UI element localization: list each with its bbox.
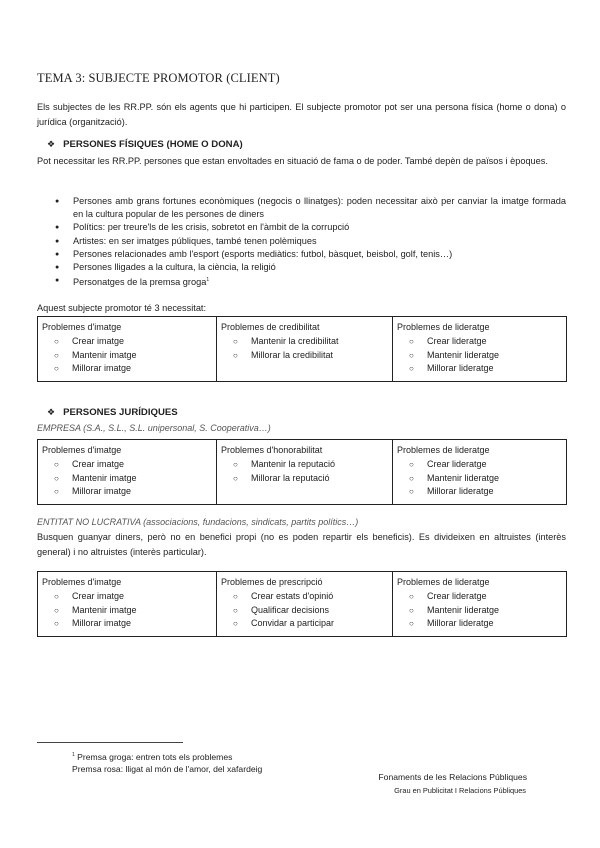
cell-item: ○ Crear imatge	[54, 458, 212, 472]
list-item: ● Polítics: per treure'ls de les crisis, sobretot en l'àmbit de la corrupció	[53, 221, 566, 234]
cell-item: ○ Mantenir imatge	[54, 349, 212, 363]
entitat-label: ENTITAT NO LUCRATIVA (associacions, fundacions, sindicats, partits polítics…)	[37, 517, 359, 527]
list-item-text: Personatges de la premsa groga	[73, 277, 207, 288]
table-cell	[38, 572, 217, 637]
fisiques-bullet-list	[53, 195, 566, 289]
cell-heading: Problemes de lideratge	[397, 322, 490, 332]
footnote-line-1	[72, 749, 262, 763]
cell-item: ○ Millorar la reputació	[233, 472, 388, 486]
cell-heading: Problemes de credibilitat	[221, 322, 320, 332]
cell-item: ○ Crear estats d'opinió	[233, 590, 388, 604]
table-cell	[217, 572, 393, 637]
fisiques-paragraph: Pot necessitar les RR.PP. persones que estan envoltades en situació de fama o de poder. També depèn de països i èpoques.	[37, 156, 548, 166]
list-item: ● Persones lligades a la cultura, la ciència, la religió	[53, 261, 566, 274]
cell-heading: Problemes d'honorabilitat	[221, 445, 323, 455]
cell-item: ○ Mantenir la reputació	[233, 458, 388, 472]
diamond-bullet-icon: ❖	[47, 139, 56, 149]
table-cell	[38, 317, 217, 382]
fisiques-needs-table	[37, 316, 567, 382]
table-cell	[393, 572, 567, 637]
entitat-paragraph: Busquen guanyar diners, però no en benefici propi (no es poden repartir els beneficis). Es divideixen en altruistes (interès general) i no altruistes (interès particular).	[37, 532, 566, 557]
cell-heading: Problemes de lideratge	[397, 445, 490, 455]
cell-item: ○ Mantenir lideratge	[409, 349, 562, 363]
table-cell	[217, 317, 393, 382]
cell-item: ○ Crear lideratge	[409, 335, 562, 349]
section-heading-juridiques	[47, 407, 178, 418]
cell-item: ○ Millorar lideratge	[409, 362, 562, 376]
footer-course-title: Fonaments de les Relacions Públiques	[378, 772, 527, 782]
section-heading-fisiques	[47, 139, 243, 150]
footnote-marker: 1	[206, 277, 210, 284]
cell-item: ○ Crear imatge	[54, 590, 212, 604]
cell-heading: Problemes de lideratge	[397, 577, 490, 587]
list-item: ● Persones relacionades amb l'esport (esports mediàtics: futbol, bàsquet, beisbol, golf, tenis…)	[53, 248, 566, 261]
cell-item: ○ Mantenir lideratge	[409, 604, 562, 618]
footnote-text: Premsa groga: entren tots els problemes	[77, 751, 233, 762]
list-item: ● Persones amb grans fortunes econòmiques (negocis o llinatges): poden necessitar això per canviar la imatge formada en la cultura popular de les persones de diners	[53, 195, 566, 221]
cell-item: ○ Mantenir imatge	[54, 472, 212, 486]
needs-intro: Aquest subjecte promotor té 3 necessitat:	[37, 303, 207, 313]
table-cell	[393, 317, 567, 382]
section-title: PERSONES JURÍDIQUES	[63, 407, 178, 418]
cell-item: ○ Convidar a participar	[233, 617, 388, 631]
cell-item: ○ Mantenir lideratge	[409, 472, 562, 486]
cell-item: ○ Millorar imatge	[54, 485, 212, 499]
cell-item: ○ Millorar lideratge	[409, 617, 562, 631]
table-cell	[217, 440, 393, 505]
table-cell	[38, 440, 217, 505]
intro-paragraph: Els subjectes de les RR.PP. són els agents que hi participen. El subjecte promotor pot ser una persona física (home o dona) o jurídica (organització).	[37, 102, 566, 127]
cell-item: ○ Crear lideratge	[409, 458, 562, 472]
list-item	[53, 274, 566, 289]
list-item: ● Artistes: en ser imatges públiques, també tenen polèmiques	[53, 235, 566, 248]
cell-item: ○ Millorar lideratge	[409, 485, 562, 499]
footnote	[72, 749, 262, 776]
footnote-divider	[37, 742, 183, 743]
diamond-bullet-icon: ❖	[47, 407, 56, 417]
cell-heading: Problemes d'imatge	[42, 577, 122, 587]
cell-item: ○ Qualificar decisions	[233, 604, 388, 618]
cell-heading: Problemes de prescripció	[221, 577, 323, 587]
cell-item: ○ Millorar la credibilitat	[233, 349, 388, 363]
cell-item: ○ Crear imatge	[54, 335, 212, 349]
table-cell	[393, 440, 567, 505]
cell-item: ○ Millorar imatge	[54, 617, 212, 631]
footnote-line-2: Premsa rosa: lligat al món de l'amor, del xafardeig	[72, 764, 263, 775]
page-title: TEMA 3: SUBJECTE PROMOTOR (CLIENT)	[37, 71, 280, 85]
footnote-marker: 1	[72, 752, 75, 758]
empresa-needs-table	[37, 439, 567, 505]
cell-heading: Problemes d'imatge	[42, 322, 122, 332]
cell-item: ○ Mantenir la credibilitat	[233, 335, 388, 349]
entitat-needs-table	[37, 571, 567, 637]
empresa-label: EMPRESA (S.A., S.L., S.L. unipersonal, S. Cooperativa…)	[37, 423, 271, 433]
footer-degree: Grau en Publicitat I Relacions Públiques	[394, 786, 526, 795]
cell-item: ○ Mantenir imatge	[54, 604, 212, 618]
section-title: PERSONES FÍSIQUES (HOME O DONA)	[63, 139, 243, 150]
cell-heading: Problemes d'imatge	[42, 445, 122, 455]
cell-item: ○ Millorar imatge	[54, 362, 212, 376]
cell-item: ○ Crear lideratge	[409, 590, 562, 604]
